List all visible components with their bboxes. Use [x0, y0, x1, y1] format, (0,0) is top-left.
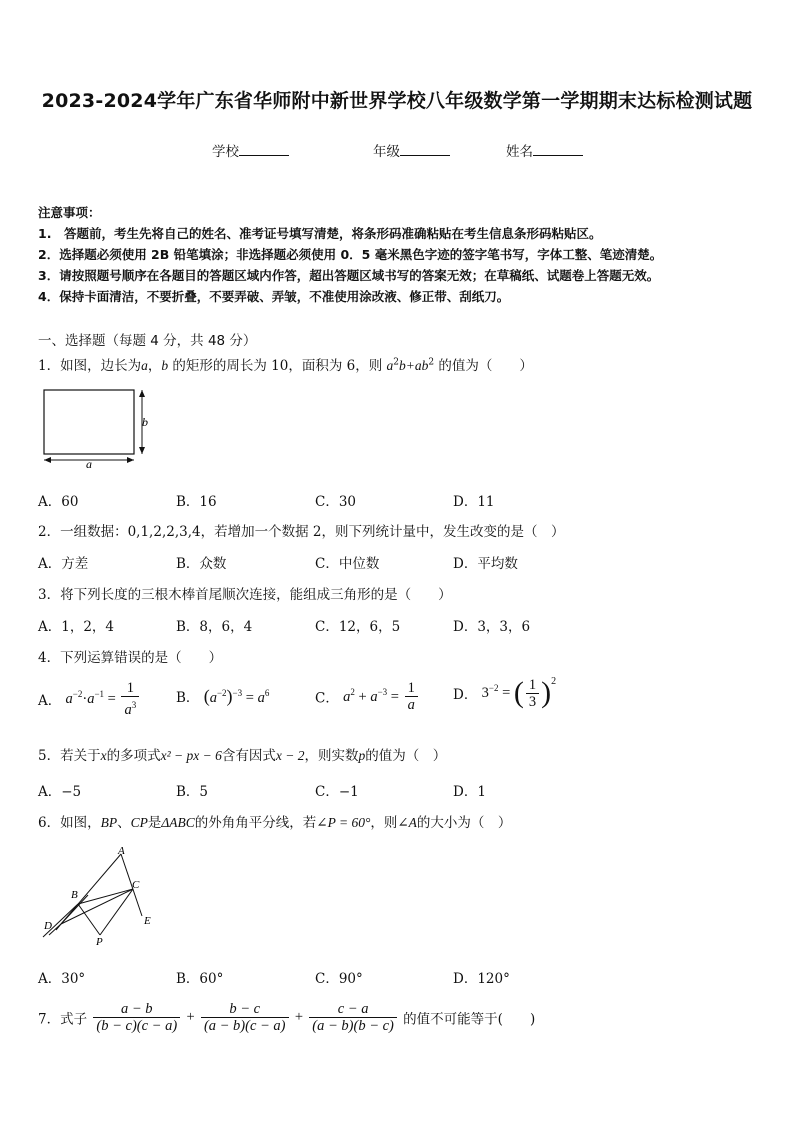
option-a[interactable]: A． $a^{-2}\cdot a^{-1}$ = $\frac{1}{a^3}$: [38, 680, 141, 718]
school-field[interactable]: [212, 140, 289, 160]
notice-item: 1. 答题前，考生先将自己的姓名、准考证号填写清楚，将条形码准确粘贴在考生信息条形码粘贴区。: [38, 226, 602, 241]
option-d[interactable]: D． $3^{-2}$ = ( $\frac{1}{3}$ )$^2$: [453, 676, 557, 710]
option-a[interactable]: A．30°: [38, 971, 86, 987]
label-A: A: [118, 845, 125, 857]
option-b[interactable]: B．5: [176, 784, 209, 800]
label-P: P: [96, 936, 103, 948]
notice-item: 3．请按照题号顺序在各题目的答题区域内作答，超出答题区域书写的答案无效；在草稿纸、试题卷上答题无效。: [38, 268, 660, 283]
school-label: 学校: [212, 144, 239, 160]
option-d[interactable]: D．3，3，6: [453, 619, 531, 635]
question-3: 3．将下列长度的三根木棒首尾顺次连接，能组成三角形的是（ ）: [38, 587, 452, 603]
question-1: 1．如图，边长为a，b 的矩形的周长为 10，面积为 6，则 $a^2b+ab^2$ 的值为（ ）: [38, 357, 533, 374]
option-b[interactable]: B．8，6，4: [176, 619, 253, 635]
rectangle-figure: [38, 386, 153, 472]
section-heading: 一、选择题（每题 4 分，共 48 分）: [38, 333, 257, 349]
question-6: 6．如图，BP、CP是ΔABC的外角角平分线，若∠P = 60°，则∠A的大小为（ ）: [38, 815, 512, 831]
question-5: 5．若关于x的多项式x² − px − 6含有因式x − 2，则实数p的值为（ ）: [38, 748, 447, 764]
label-E: E: [144, 915, 151, 927]
option-a[interactable]: A．60: [38, 494, 79, 510]
option-a[interactable]: A．1，2，4: [38, 619, 115, 635]
option-c[interactable]: C．12，6，5: [315, 619, 401, 635]
option-d[interactable]: D．1: [453, 784, 486, 800]
grade-label: 年级: [373, 144, 400, 160]
question-2: 2．一组数据：0,1,2,2,3,4，若增加一个数据 2，则下列统计量中，发生改变的是（ ）: [38, 524, 565, 540]
name-label: 姓名: [506, 144, 533, 160]
notice-item: 4．保持卡面清洁，不要折叠，不要弄破、弄皱，不准使用涂改液、修正带、刮纸刀。: [38, 289, 510, 304]
option-b[interactable]: B．众数: [176, 556, 227, 572]
option-c[interactable]: C．−1: [315, 784, 359, 800]
option-a[interactable]: A．方差: [38, 556, 89, 572]
option-c[interactable]: C． $a^2 + a^{-3}$ = $\frac{1}{a}$: [315, 680, 420, 713]
option-b[interactable]: B．16: [176, 494, 217, 510]
option-c[interactable]: C．90°: [315, 971, 363, 987]
notice-item: 2．选择题必须使用 2B 铅笔填涂；非选择题必须使用 0．5 毫米黑色字迹的签字笔书写，字体工整、笔迹清楚。: [38, 247, 663, 262]
question-7: 7．式子 $\frac{a - b}{(b - c)(c - a)}$ + $\frac{b - c}{(a - b)(c - a)}$ + $\frac{c - a}{(a - b)(b - c)}$ 的值不可能等于( ): [38, 1001, 536, 1034]
question-4: 4．下列运算错误的是（ ）: [38, 650, 223, 666]
label-a: a: [86, 457, 92, 471]
option-b[interactable]: B． $(a^{-2})^{-3} = a^6$: [176, 686, 270, 706]
option-b[interactable]: B．60°: [176, 971, 224, 987]
option-d[interactable]: D．平均数: [453, 556, 518, 572]
label-b: b: [142, 415, 148, 429]
option-a[interactable]: A．−5: [38, 784, 82, 800]
page-title: 2023-2024学年广东省华师附中新世界学校八年级数学第一学期期末达标检测试题: [41, 90, 753, 112]
label-B: B: [71, 889, 78, 901]
option-d[interactable]: D．11: [453, 494, 495, 510]
name-field[interactable]: [506, 140, 583, 160]
grade-field[interactable]: [373, 140, 450, 160]
notice-heading: 注意事项：: [38, 205, 101, 220]
option-c[interactable]: C．30: [315, 494, 357, 510]
triangle-figure: [38, 842, 168, 952]
option-c[interactable]: C．中位数: [315, 556, 380, 572]
label-C: C: [132, 879, 140, 891]
option-d[interactable]: D．120°: [453, 971, 510, 987]
label-D: D: [44, 920, 52, 932]
